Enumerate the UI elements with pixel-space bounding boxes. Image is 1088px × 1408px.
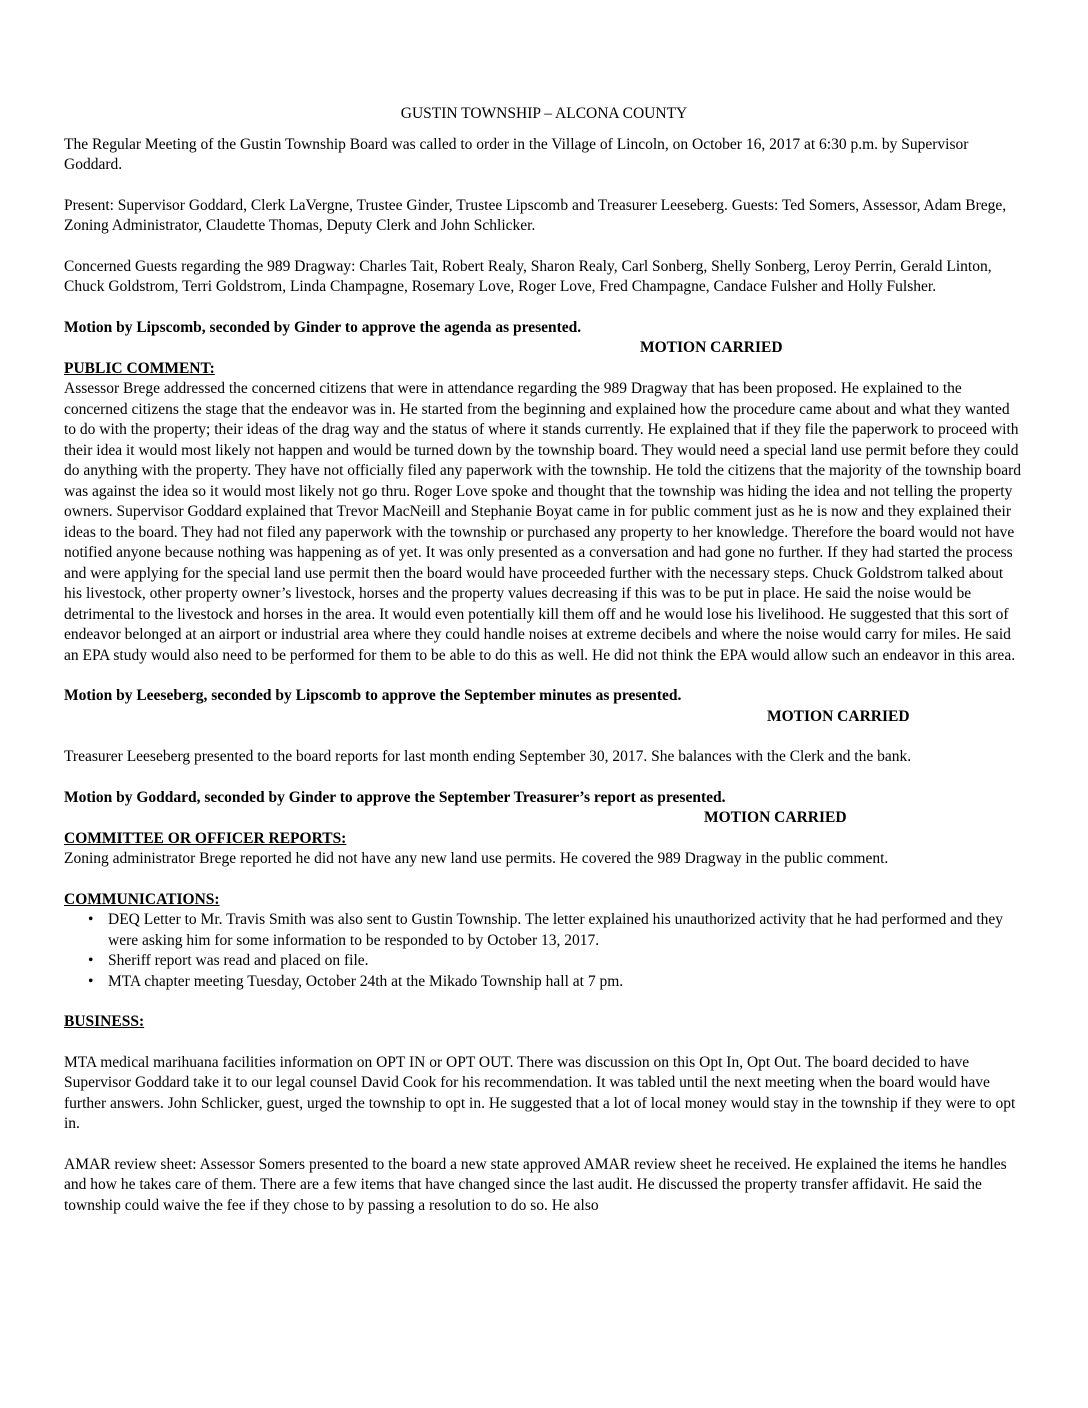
list-item: • DEQ Letter to Mr. Travis Smith was also sent to Gustin Township. The letter explained his unauthorized activity that he had performed and they were asking him for some information to be responded to by October 13, 2017.: [88, 911, 1004, 949]
list-item: • Sheriff report was read and placed on file.: [64, 951, 1024, 972]
public-comment-heading: PUBLIC COMMENT:: [64, 359, 215, 377]
communications-heading: COMMUNICATIONS:: [64, 890, 220, 908]
motion-treasurer-result: MOTION CARRIED: [704, 809, 847, 826]
bullet-icon: •: [88, 911, 94, 928]
motion-agenda-result: MOTION CARRIED: [640, 339, 783, 356]
bullet-icon: •: [88, 952, 94, 969]
motion-minutes: Motion by Leeseberg, seconded by Lipscomb to approve the September minutes as presented.: [64, 687, 682, 704]
motion-agenda: Motion by Lipscomb, seconded by Ginder to approve the agenda as presented.: [64, 318, 582, 336]
document-title: GUSTIN TOWNSHIP – ALCONA COUNTY: [400, 105, 688, 122]
document-page: [64, 104, 1024, 1216]
committee-heading: COMMITTEE OR OFFICER REPORTS:: [64, 829, 347, 847]
committee-text: Zoning administrator Brege reported he did not have any new land use permits. He covered the 989 Dragway in the public comment.: [64, 850, 889, 867]
business-amar: AMAR review sheet: Assessor Somers presented to the board a new state approved AMAR review sheet he received. He explained the items he handles and how he takes care of them. There are a few items that have changed since the last audit. He discussed the property transfer affidavit. He said the township could waive the fee if they chose to by passing a resolution to do so. He also: [64, 1155, 1007, 1214]
concerned-guests: Concerned Guests regarding the 989 Dragway: Charles Tait, Robert Realy, Sharon Realy, Carl Sonberg, Shelly Sonberg, Leroy Perrin, Gerald Linton, Chuck Goldstrom, Terri Goldstrom, Linda Champagne, Rosemary Love, Roger Love, Fred Champagne, Candace Fulsher and Holly Fulsher.: [64, 257, 992, 295]
business-heading: BUSINESS:: [64, 1013, 145, 1030]
motion-treasurer: Motion by Goddard, seconded by Ginder to approve the September Treasurer’s report as presented.: [64, 788, 726, 806]
motion-minutes-result: MOTION CARRIED: [767, 707, 910, 725]
treasurer-report: Treasurer Leeseberg presented to the board reports for last month ending September 30, 2017. She balances with the Clerk and the bank.: [64, 748, 912, 765]
business-marihuana: MTA medical marihuana facilities information on OPT IN or OPT OUT. There was discussion on this Opt In, Opt Out. The board decided to have Supervisor Goddard take it to our legal counsel David Cook for his recommendation. It was tabled until the next meeting when the board would have further answers. John Schlicker, guest, urged the township to opt in. He suggested that a lot of local money would stay in the township if they were to opt in.: [64, 1053, 1016, 1132]
attendance-present: Present: Supervisor Goddard, Clerk LaVergne, Trustee Ginder, Trustee Lipscomb and Treasurer Leeseberg. Guests: Ted Somers, Assessor, Adam Brege, Zoning Administrator, Claudette Thomas, Deputy Clerk and John Schlicker.: [64, 196, 1007, 234]
communications-list: [64, 910, 1024, 992]
public-comment-text: Assessor Brege addressed the concerned citizens that were in attendance regarding the 989 Dragway that has been proposed. He explained to the concerned citizens the stage that the endeavor was in. He started from the beginning and explained how the procedure came about and what they wanted to do with the property; their ideas of the drag way and the status of where it stands currently. He explained that if they file the paperwork to proceed with their idea it would most likely not happen and would be turned down by the township board. They would need a special land use permit before they could do anything with the property. They have not officially filed any paperwork with the township. He told the citizens that the majority of the township board was against the idea so it would most likely not go thru. Roger Love spoke and thought that the township was hiding the idea and not telling the property owners. Supervisor Goddard explained that Trevor MacNeill and Stephanie Boyat came in for public comment just as he is now and they explained their ideas to the board. They had not filed any paperwork with the township or purchased any property to her knowledge. Therefore the board would not have notified anyone because nothing was happening as of yet. It was only presented as a conversation and had gone no further. If they had started the process and were applying for the special land use permit then the board would have proceeded further with the necessary steps. Chuck Goldstrom talked about his livestock, other property owner’s livestock, horses and the property values decreasing if this was to be put in place. He said the noise would be detrimental to the livestock and horses in the area. It would even potentially kill them off and he would lose his livelihood. He suggested that this sort of endeavor belonged at an airport or industrial area where they could handle noises at extreme decibels and where the noise would carry for miles. He said an EPA study would also need to be performed for them to be able to do this as well. He did not think the EPA would allow such an endeavor in this area.: [64, 380, 1022, 664]
list-item: • MTA chapter meeting Tuesday, October 24th at the Mikado Township hall at 7 pm.: [64, 972, 1024, 993]
meeting-intro: The Regular Meeting of the Gustin Township Board was called to order in the Village of Lincoln, on October 16, 2017 at 6:30 p.m. by Supervisor Goddard.: [64, 135, 969, 173]
bullet-icon: •: [88, 972, 94, 990]
